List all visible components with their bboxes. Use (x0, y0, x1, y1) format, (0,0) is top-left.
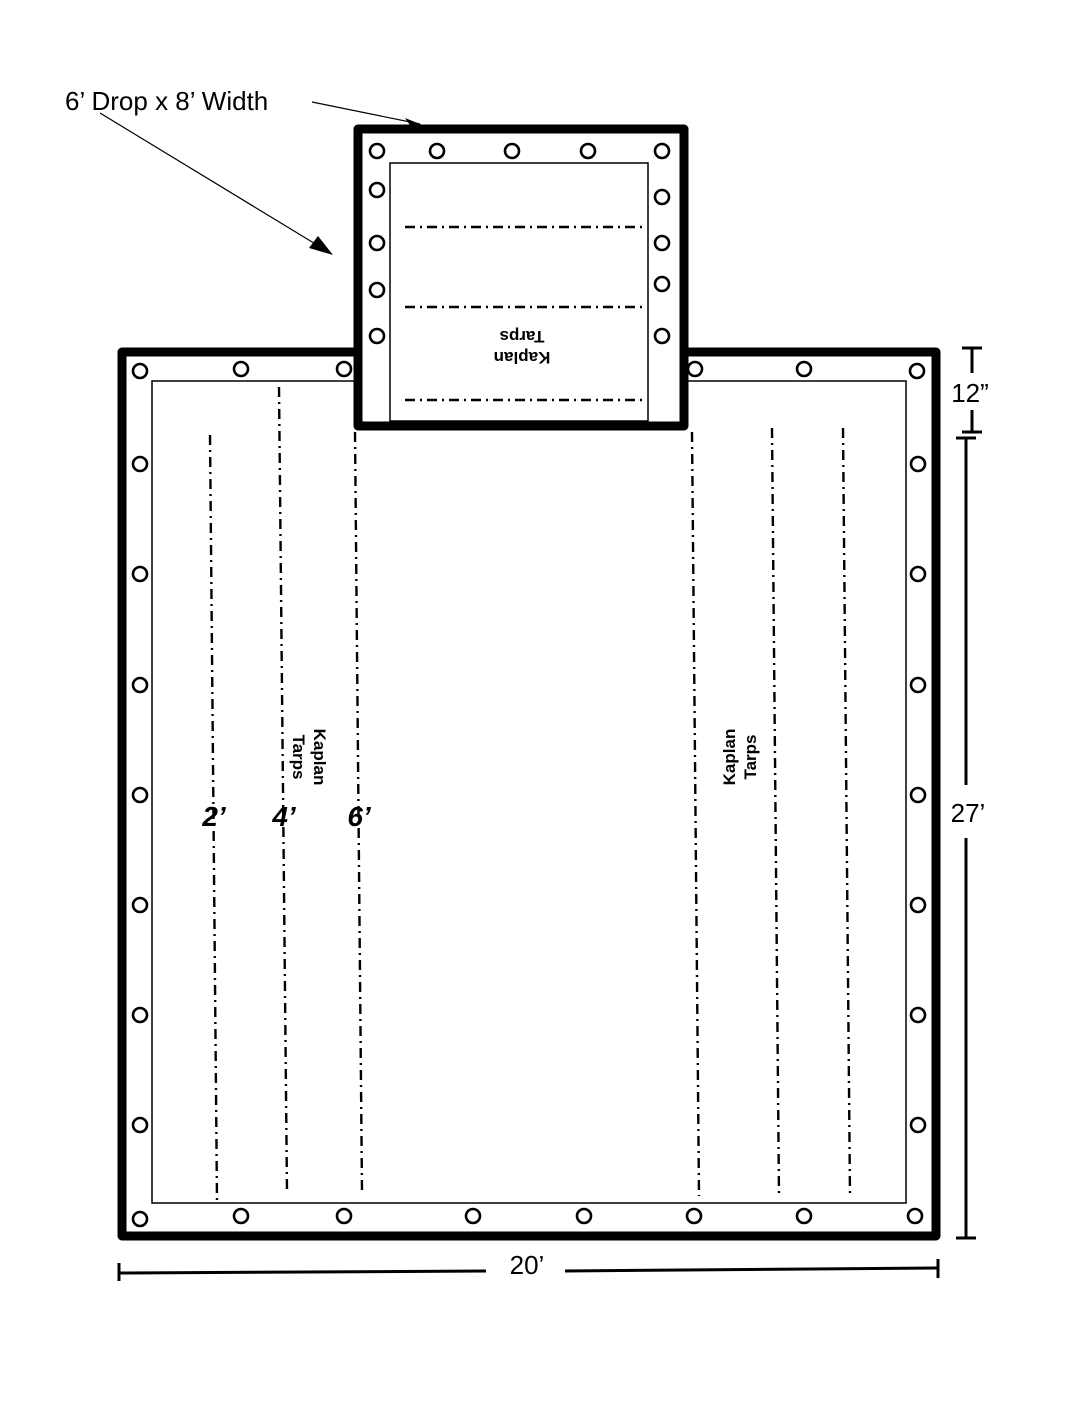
grommet-icon (655, 277, 669, 291)
grommet-icon (133, 1212, 147, 1226)
brand-line2: Tarps (741, 734, 760, 780)
grommet-icon (133, 567, 147, 581)
grommet-icon (911, 788, 925, 802)
fold-line (279, 387, 287, 1192)
grommet-icon (133, 457, 147, 471)
callout-arrow-left (100, 113, 322, 248)
drop-mark-2: 2’ (202, 801, 226, 832)
brand-label-right (720, 729, 760, 786)
main-grommets (133, 362, 925, 1226)
grommet-icon (370, 236, 384, 250)
callout-label: 6’ Drop x 8’ Width (65, 86, 269, 116)
grommet-icon (370, 183, 384, 197)
grommet-icon (655, 190, 669, 204)
grommet-icon (911, 567, 925, 581)
grommet-icon (337, 362, 351, 376)
grommet-icon (430, 144, 444, 158)
grommet-icon (908, 1209, 922, 1223)
fold-line (692, 432, 699, 1196)
grommet-icon (234, 362, 248, 376)
grommet-icon (688, 362, 702, 376)
brand-line1: Kaplan (720, 728, 739, 786)
brand-line1: Kaplan (310, 728, 329, 786)
grommet-icon (577, 1209, 591, 1223)
hood-border (358, 129, 684, 426)
grommet-icon (687, 1209, 701, 1223)
grommet-icon (133, 1118, 147, 1132)
brand-label-left (289, 729, 329, 786)
brand-line2: Tarps (289, 734, 308, 780)
callout-arrow-right (312, 102, 420, 124)
grommet-icon (911, 898, 925, 912)
main-tarp-inner-hem (152, 381, 906, 1203)
grommet-icon (655, 329, 669, 343)
dimension-length (951, 438, 986, 1238)
brand-line2: Tarps (499, 327, 545, 346)
hood-panel (358, 129, 684, 426)
dimension-label-27ft: 27’ (950, 798, 986, 828)
grommet-icon (797, 362, 811, 376)
grommet-icon (911, 678, 925, 692)
main-tarp-border (122, 352, 936, 1236)
grommet-icon (911, 1118, 925, 1132)
grommet-icon (337, 1209, 351, 1223)
grommet-icon (370, 329, 384, 343)
drop-mark-4: 4’ (272, 801, 296, 832)
grommet-icon (655, 236, 669, 250)
grommet-icon (505, 144, 519, 158)
brand-line1: Kaplan (493, 348, 551, 367)
dimension-width (119, 1250, 938, 1281)
grommet-icon (370, 144, 384, 158)
grommet-icon (797, 1209, 811, 1223)
grommet-icon (370, 283, 384, 297)
dimension-label-20ft: 20’ (509, 1250, 545, 1280)
grommet-icon (655, 144, 669, 158)
main-tarp (122, 352, 936, 1236)
grommet-icon (910, 364, 924, 378)
grommet-icon (133, 788, 147, 802)
fold-line (843, 428, 850, 1196)
drop-mark-6: 6’ (347, 801, 371, 832)
grommet-icon (133, 1008, 147, 1022)
grommet-icon (911, 1008, 925, 1022)
grommet-icon (466, 1209, 480, 1223)
grommet-icon (911, 457, 925, 471)
dimension-label-12in: 12” (951, 378, 989, 408)
dimension-top-margin (951, 348, 989, 432)
grommet-icon (133, 364, 147, 378)
grommet-icon (581, 144, 595, 158)
grommet-icon (133, 678, 147, 692)
callout-arrowhead-left (309, 236, 333, 255)
grommet-icon (133, 898, 147, 912)
grommet-icon (234, 1209, 248, 1223)
fold-line (772, 428, 779, 1196)
